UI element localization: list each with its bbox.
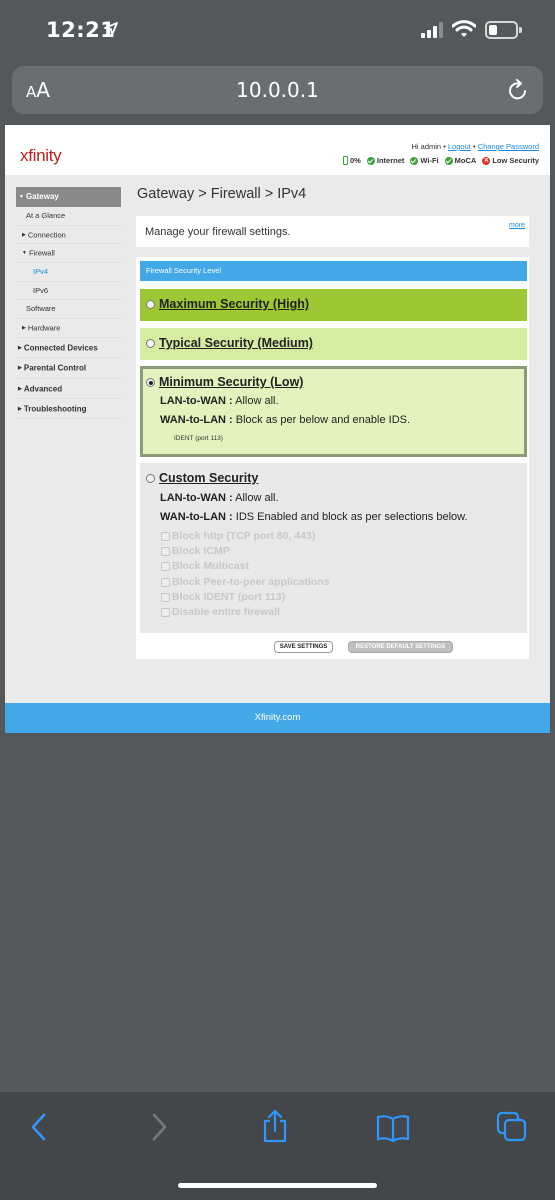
sidebar-item-ipv6[interactable]: IPv6 — [16, 282, 121, 301]
sidebar-item-ipv4[interactable]: IPv4 — [16, 263, 121, 282]
back-icon[interactable] — [28, 1112, 50, 1142]
sidebar-item-parental-control[interactable]: ▶ Parental Control — [16, 358, 121, 378]
option-label[interactable]: Custom Security — [159, 471, 259, 485]
radio-minimum[interactable] — [146, 378, 155, 387]
forward-icon[interactable] — [148, 1112, 170, 1142]
status-bar — [0, 0, 555, 62]
sidebar-item-software[interactable]: Software — [16, 300, 121, 319]
save-settings-button[interactable]: SAVE SETTINGS — [274, 641, 333, 653]
greeting: Hi admin — [411, 142, 442, 151]
sidebar-item-hardware[interactable]: ▶ Hardware — [16, 319, 121, 338]
sidebar-item-connection[interactable]: ▶ Connection — [16, 226, 121, 245]
sidebar-item-firewall[interactable]: ▼ Firewall — [16, 244, 121, 263]
sidebar-nav — [16, 187, 121, 419]
sidebar-item-at-a-glance[interactable]: At a Glance — [16, 207, 121, 226]
checkbox-block-http[interactable]: Block http (TCP port 80, 443) — [161, 530, 315, 542]
more-link[interactable]: more — [509, 222, 525, 229]
restore-defaults-button[interactable]: RESTORE DEFAULT SETTINGS — [348, 641, 453, 653]
page-footer[interactable]: Xfinity.com — [5, 703, 550, 733]
option-label[interactable]: Typical Security (Medium) — [159, 336, 313, 350]
checkbox-disable-firewall[interactable]: Disable entire firewall — [161, 606, 280, 618]
battery-icon — [485, 21, 518, 39]
check-icon — [410, 157, 418, 165]
section-header: Firewall Security Level — [140, 261, 527, 281]
xfinity-logo[interactable]: xfinity — [20, 146, 62, 165]
triangle-right-icon: ▶ — [18, 365, 22, 372]
reader-text-size-button[interactable]: AA — [26, 78, 50, 102]
checkbox-block-multicast[interactable]: Block Multicast — [161, 560, 249, 572]
triangle-down-icon: ▼ — [22, 250, 27, 257]
wifi-icon — [452, 20, 476, 38]
triangle-right-icon: ▶ — [22, 325, 26, 332]
triangle-right-icon: ▶ — [22, 231, 26, 238]
option-maximum-security[interactable] — [140, 289, 527, 321]
radio-typical[interactable] — [146, 339, 155, 348]
change-password-link[interactable]: Change Password — [477, 142, 539, 151]
page-title: Gateway > Firewall > IPv4 — [137, 186, 307, 202]
checkbox-block-p2p[interactable]: Block Peer-to-peer applications — [161, 576, 330, 588]
option-minimum-security[interactable] — [140, 366, 527, 457]
intro-text: Manage your firewall settings. — [145, 226, 291, 238]
battery-status-icon — [343, 156, 348, 165]
triangle-right-icon: ▶ — [18, 405, 22, 412]
reload-icon[interactable] — [507, 78, 529, 102]
checkbox-block-icmp[interactable]: Block ICMP — [161, 545, 230, 557]
clock: 12:21 — [46, 18, 116, 42]
option-label[interactable]: Maximum Security (High) — [159, 297, 310, 311]
page-header — [5, 125, 550, 175]
firewall-panel — [136, 257, 529, 659]
radio-maximum[interactable] — [146, 300, 155, 309]
url-text[interactable]: 10.0.0.1 — [236, 78, 319, 102]
intro-box — [136, 216, 529, 247]
wan-to-lan-rule: WAN-to-LAN : Block as per below and enable IDS. — [160, 414, 411, 426]
location-arrow-icon — [104, 22, 118, 36]
triangle-right-icon: ▶ — [18, 344, 22, 351]
triangle-down-icon: ▼ — [19, 194, 24, 200]
account-links: Hi admin • Logout • Change Password — [411, 142, 539, 151]
device-status: 0% Internet Wi-Fi MoCA ✕ Low Security — [343, 156, 539, 165]
lan-to-wan-rule: LAN-to-WAN : Allow all. — [160, 395, 279, 407]
web-page — [5, 125, 550, 733]
triangle-right-icon: ▶ — [18, 385, 22, 392]
logout-link[interactable]: Logout — [447, 142, 471, 151]
check-icon — [445, 157, 453, 165]
option-typical-security[interactable] — [140, 328, 527, 360]
bookmarks-icon[interactable] — [376, 1114, 410, 1142]
check-icon — [367, 157, 375, 165]
tabs-icon[interactable] — [496, 1111, 528, 1143]
sidebar-item-troubleshooting[interactable]: ▶ Troubleshooting — [16, 399, 121, 419]
sidebar-item-connected-devices[interactable]: ▶ Connected Devices — [16, 338, 121, 358]
wan-to-lan-rule: WAN-to-LAN : IDS Enabled and block as per selections below. — [160, 511, 468, 523]
radio-custom[interactable] — [146, 474, 155, 483]
share-icon[interactable] — [261, 1109, 289, 1143]
checkbox-block-ident[interactable]: Block IDENT (port 113) — [161, 591, 285, 603]
home-indicator — [178, 1183, 377, 1188]
ident-note: IDENT (port 113) — [174, 435, 223, 442]
option-custom-security[interactable] — [140, 463, 527, 633]
address-bar[interactable] — [12, 66, 543, 114]
sidebar-item-advanced[interactable]: ▶ Advanced — [16, 379, 121, 399]
lan-to-wan-rule: LAN-to-WAN : Allow all. — [160, 492, 279, 504]
cellular-signal-icon — [421, 22, 443, 38]
sidebar-item-gateway[interactable]: ▼ Gateway — [16, 187, 121, 207]
option-label[interactable]: Minimum Security (Low) — [159, 375, 304, 389]
x-circle-icon: ✕ — [483, 157, 489, 164]
